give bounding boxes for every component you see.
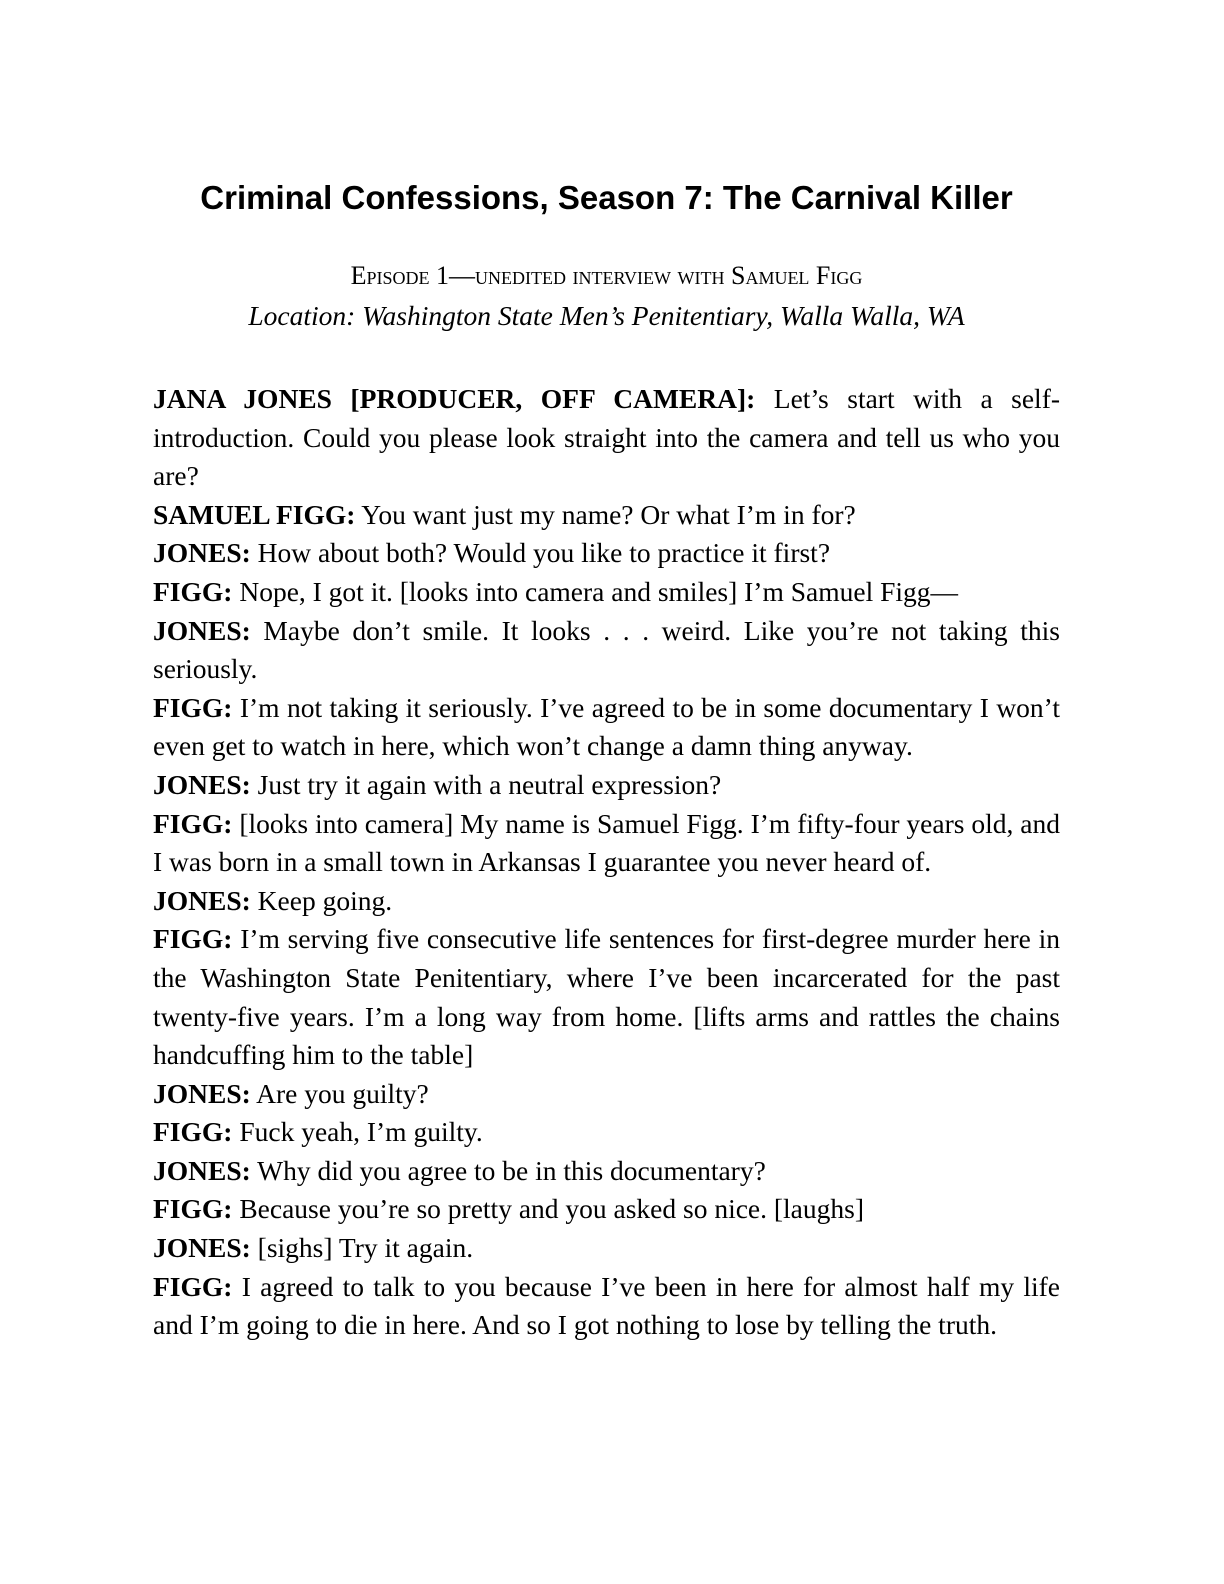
speaker-name: JONES: xyxy=(153,1232,251,1264)
transcript-line xyxy=(153,805,1060,882)
transcript-line xyxy=(153,920,1060,1074)
speaker-name: JONES: xyxy=(153,614,251,646)
speaker-name: JONES: xyxy=(153,1077,251,1109)
speaker-name: FIGG: xyxy=(153,575,233,607)
speaker-name: FIGG: xyxy=(153,923,233,955)
speaker-name: FIGG: xyxy=(153,1270,233,1302)
document-page xyxy=(153,178,1060,1345)
dialogue-text: Nope, I got it. [looks into camera and smiles] I’m Samuel Figg— xyxy=(232,575,959,607)
speaker-name: JONES: xyxy=(153,537,251,569)
transcript-line xyxy=(153,882,1060,921)
speaker-name: SAMUEL FIGG: xyxy=(153,498,356,530)
transcript-line xyxy=(153,573,1060,612)
transcript-line xyxy=(153,689,1060,766)
transcript-line xyxy=(153,766,1060,805)
dialogue-text: Because you’re so pretty and you asked so nice. [laughs] xyxy=(232,1193,864,1225)
speaker-name: FIGG: xyxy=(153,1193,233,1225)
transcript-line xyxy=(153,612,1060,689)
dialogue-text: Why did you agree to be in this documentary? xyxy=(250,1154,766,1186)
dialogue-text: How about both? Would you like to practice it first? xyxy=(250,537,831,569)
dialogue-text: Fuck yeah, I’m guilty. xyxy=(232,1116,483,1148)
dialogue-text: [sighs] Try it again. xyxy=(250,1232,474,1264)
dialogue-text: I’m serving five consecutive life sentences for first-degree murder here in the Washington State Penitentiary, where I’ve been incarcerated for the past twenty-five years. I’m a long way from home. [lifts arms and rattles the chains handcuffing him to the table] xyxy=(153,923,1060,1071)
dialogue-text: [looks into camera] My name is Samuel Figg. I’m fifty-four years old, and I was born in a small town in Arkansas I guarantee you never heard of. xyxy=(153,807,1060,878)
speaker-name: JONES: xyxy=(153,768,251,800)
transcript-line xyxy=(153,1152,1060,1191)
transcript-line xyxy=(153,380,1060,496)
transcript-line xyxy=(153,1075,1060,1114)
dialogue-text: You want just my name? Or what I’m in for? xyxy=(355,498,856,530)
dialogue-text: Maybe don’t smile. It looks . . . weird. Like you’re not taking this seriously. xyxy=(153,614,1060,685)
transcript-line xyxy=(153,1113,1060,1152)
location-line: Location: Washington State Men’s Penitentiary, Walla Walla, WA xyxy=(248,300,965,331)
speaker-name: FIGG: xyxy=(153,691,233,723)
interview-transcript xyxy=(153,380,1060,1345)
transcript-line xyxy=(153,534,1060,573)
document-title: Criminal Confessions, Season 7: The Carnival Killer xyxy=(200,179,1013,216)
episode-subtitle: Episode 1—unedited interview with Samuel Figg xyxy=(350,261,863,290)
transcript-line xyxy=(153,1268,1060,1345)
dialogue-text: Just try it again with a neutral expression? xyxy=(250,768,722,800)
dialogue-text: Keep going. xyxy=(250,884,393,916)
dialogue-text: I’m not taking it seriously. I’ve agreed to be in some documentary I won’t even get to watch in here, which won’t change a damn thing anyway. xyxy=(153,691,1060,762)
dialogue-text: Are you guilty? xyxy=(250,1077,429,1109)
transcript-line xyxy=(153,1190,1060,1229)
speaker-name: JONES: xyxy=(153,1154,251,1186)
dialogue-text: I agreed to talk to you because I’ve been in here for almost half my life and I’m going to die in here. And so I got nothing to lose by telling the truth. xyxy=(153,1270,1060,1341)
transcript-line xyxy=(153,1229,1060,1268)
dialogue-text: Let’s start with a self-introduction. Could you please look straight into the camera and tell us who you are? xyxy=(153,383,1061,492)
speaker-name: FIGG: xyxy=(153,1116,233,1148)
transcript-line xyxy=(153,496,1060,535)
speaker-name: JANA JONES [PRODUCER, OFF CAMERA]: xyxy=(153,383,756,414)
speaker-name: JONES: xyxy=(153,884,251,916)
speaker-name: FIGG: xyxy=(153,807,233,839)
